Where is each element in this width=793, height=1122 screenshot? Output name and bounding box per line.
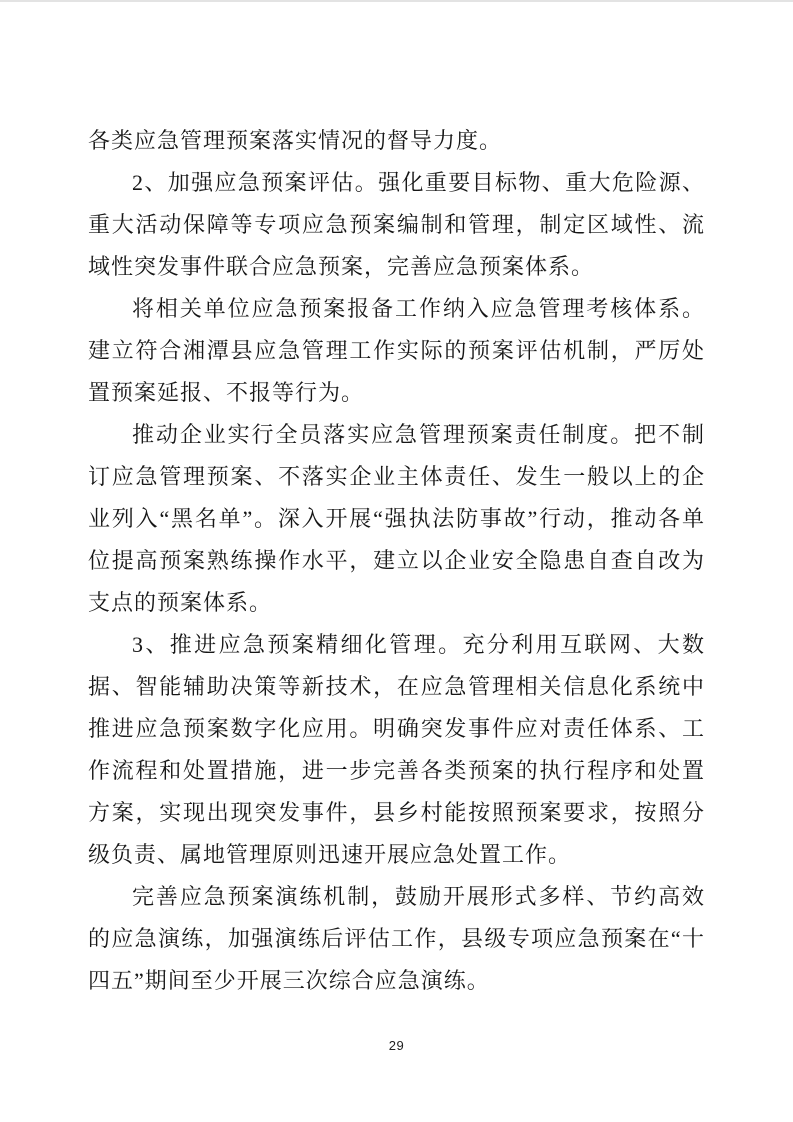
page-number: 29 [388,1038,405,1053]
document-body [88,120,705,1002]
paragraph-item-3: 3、推进应急预案精细化管理。充分利用互联网、大数据、智能辅助决策等新技术，在应急管理相关信息化系统中推进应急预案数字化应用。明确突发事件应对责任体系、工作流程和处置措施，进一步完善各类预案的执行程序和处置方案，实现出现突发事件，县乡村能按照预案要求，按照分级负责、属地管理原则迅速开展应急处置工作。 [88,632,705,867]
paragraph: 完善应急预案演练机制，鼓励开展形式多样、节约高效的应急演练，加强演练后评估工作，县级专项应急预案在“十四五”期间至少开展三次综合应急演练。 [88,884,705,993]
paragraph-continuation: 各类应急管理预案落实情况的督导力度。 [88,128,503,153]
paragraph-item-2: 2、加强应急预案评估。强化重要目标物、重大危险源、重大活动保障等专项应急预案编制和管理，制定区域性、流域性突发事件联合应急预案，完善应急预案体系。 [88,170,705,279]
paragraph: 将相关单位应急预案报备工作纳入应急管理考核体系。建立符合湘潭县应急管理工作实际的预案评估机制，严厉处置预案延报、不报等行为。 [88,296,705,405]
paragraph: 推动企业实行全员落实应急管理预案责任制度。把不制订应急管理预案、不落实企业主体责任、发生一般以上的企业列入“黑名单”。深入开展“强执法防事故”行动，推动各单位提高预案熟练操作水平，建立以企业安全隐患自查自改为支点的预案体系。 [88,422,705,615]
